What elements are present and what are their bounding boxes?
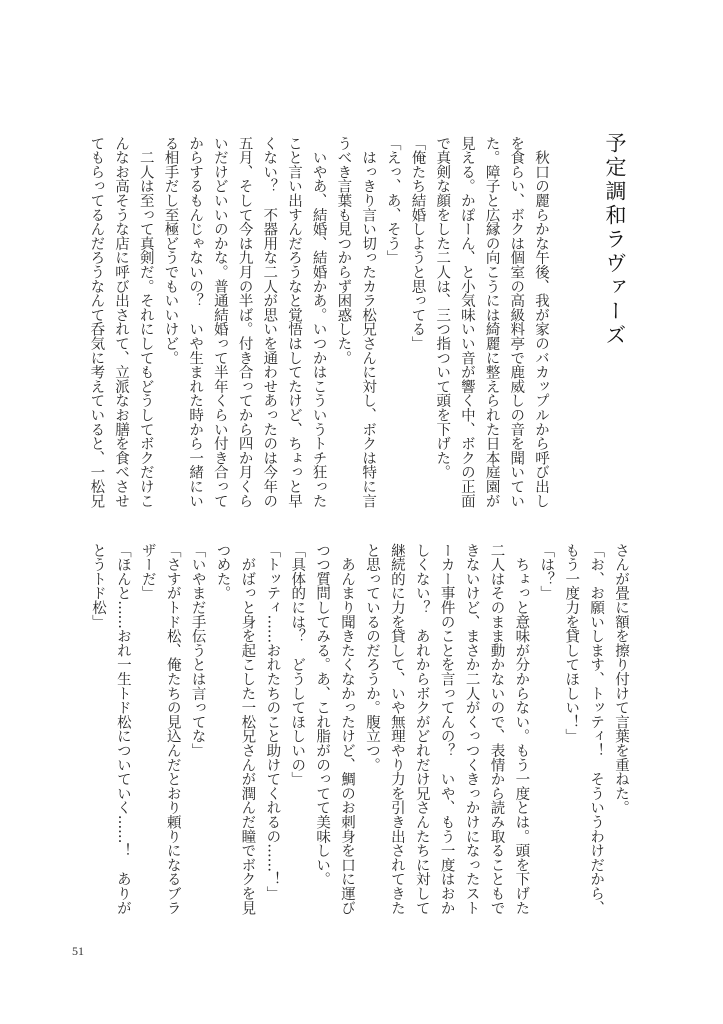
text-column: くない？ 不器用な二人が思いを通わせあったのは今年の	[261, 136, 278, 508]
text-column: 「ほんと……おれ一生トド松についていく……！ ありが	[114, 543, 131, 915]
text-column: つめた。	[214, 543, 231, 601]
lower-text-block	[85, 543, 633, 943]
text-column: 「さすがトド松、俺たちの見込んだとおり頼りになるブラ	[164, 543, 181, 915]
text-column: いだけどいいのかな。普通結婚って半年くらい付き合って	[211, 136, 228, 508]
text-column: 五月、そして今は九月の半ば。付き合ってから四か月くら	[236, 136, 253, 508]
text-column: いやあ、結婚、結婚かあ。いつかはこういうトチ狂った	[310, 136, 327, 508]
chapter-title: 予定調和ラヴァーズ	[603, 132, 627, 348]
text-column: 「お、お願いします、トッティ！ そういうわけだから、	[588, 543, 605, 915]
text-column: こと言い出すんだろうなと覚悟はしてたけど、ちょっと早	[285, 136, 302, 508]
text-column: 「俺たち結婚しようと思ってる」	[409, 136, 426, 351]
text-column: うべき言葉も見つからず困惑した。	[335, 136, 352, 365]
text-column: とうトド松」	[89, 543, 106, 629]
upper-text-block	[84, 136, 553, 516]
text-column: 二人は至って真剣だ。それにしてもどうしてボクだけこ	[137, 136, 154, 508]
text-column: さんが畳に額を擦り付けて言葉を重ねた。	[613, 543, 629, 815]
text-column: 「いやまだ手伝うとは言ってな」	[189, 543, 206, 758]
text-column: 「えっ、あ、そう」	[384, 136, 401, 265]
text-column: 継続的に力を貸して、いや無理やり力を引き出されてきた	[388, 543, 405, 915]
text-column: はっきり言い切ったカラ松兄さんに対し、ボクは特に言	[360, 136, 377, 508]
text-column: ーカー事件のことを言ってんの？ いや、もう一度はおか	[438, 543, 455, 915]
text-column: 「は？」	[538, 543, 555, 601]
text-column: 「トッティ……おれたちのこと助けてくれるの……！」	[264, 543, 281, 901]
text-column: つつ質問してみる。あ、これ脂がのってて美味しい。	[314, 543, 331, 887]
text-column: しくない？ あれからボクがどれだけ兄さんたちに対して	[413, 543, 430, 915]
text-column: 秋口の麗らかな午後、我が家のバカップルから呼び出し	[533, 136, 549, 508]
text-column: ちょっと意味が分からない。もう一度とは。頭を下げた	[513, 543, 530, 915]
text-column: 見える。かぽーん、と小気味いい音が響く中、ボクの正面	[458, 136, 475, 508]
text-column: もう一度力を貸してほしい！」	[563, 543, 580, 744]
text-column: がばっと身を起こした一松兄さんが潤んだ瞳でボクを見	[239, 543, 256, 915]
text-column: る相手だし至極どうでもいいけど。	[162, 136, 179, 365]
text-column: きないけど、まさか二人がくっつくきっかけになったスト	[463, 543, 480, 915]
text-column: と思っているのだろうか。腹立つ。	[363, 543, 380, 772]
text-column: あんまり聞きたくなかったけど、鯛のお刺身を口に運び	[339, 543, 356, 915]
text-column: た。障子と広縁の向こうには綺麗に整えられた日本庭園が	[483, 136, 500, 508]
text-column: 二人はそのまま動かないので、表情から読み取ることもで	[488, 543, 505, 915]
text-column: からするもんじゃないの？ いや生まれた時から一緒にい	[187, 136, 204, 508]
text-column: を食らい、ボクは個室の高級料亭で鹿威しの音を聞いてい	[508, 136, 525, 508]
text-column: ザーだ」	[139, 543, 156, 601]
text-column: んなお高そうな店に呼び出されて、立派なお膳を食べさせ	[113, 136, 130, 508]
text-column: で真剣な顔をした二人は、三つ指ついて頭を下げた。	[434, 136, 451, 480]
text-column: てもらってるんだろうなんて呑気に考えていると、一松兄	[88, 136, 105, 508]
text-column: 「具体的には？ どうしてほしいの」	[289, 543, 306, 787]
page-number: 51	[72, 944, 84, 958]
